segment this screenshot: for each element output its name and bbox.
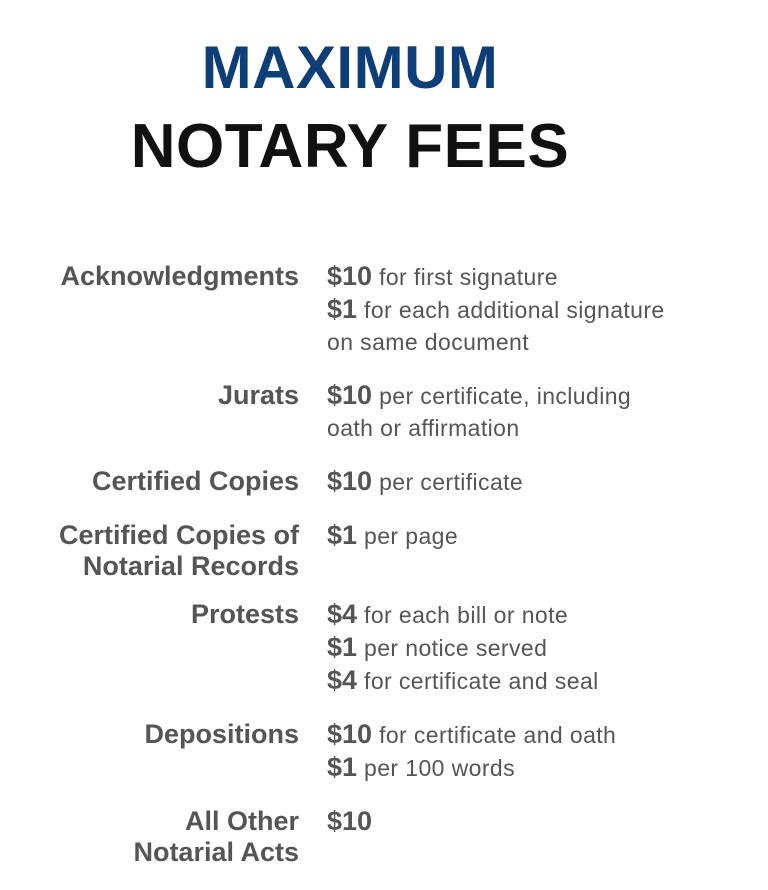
fee-details [327, 379, 768, 444]
fee-amount: $4 [327, 599, 358, 629]
fee-amount: $4 [327, 665, 358, 695]
fee-details [327, 260, 768, 358]
fee-label-line: Notarial Records [82, 551, 299, 581]
fee-description: per 100 words [364, 755, 515, 781]
fee-label-line: Acknowledgments [60, 261, 299, 291]
fee-description: for certificate and seal [364, 668, 599, 694]
fee-amount: $10 [327, 466, 373, 496]
fee-description: for each bill or note [364, 602, 569, 628]
fee-details [327, 519, 768, 582]
fee-row-certified-copies [0, 465, 768, 498]
fee-amount: $10 [327, 806, 373, 836]
fee-amount: $1 [327, 752, 358, 782]
fee-line [327, 412, 768, 444]
fee-row-certified-copies-notarial-records [0, 519, 768, 582]
fee-description: per notice served [364, 635, 548, 661]
fee-description: oath or affirmation [327, 415, 520, 441]
fee-line [327, 718, 768, 751]
fee-label [0, 718, 299, 784]
fee-row-protests [0, 598, 768, 697]
fee-details [327, 598, 768, 697]
fee-line [327, 598, 768, 631]
fee-description: for each additional signature [364, 297, 665, 323]
fee-details [327, 465, 768, 498]
fee-label [0, 379, 299, 444]
fee-line [327, 465, 768, 498]
fee-label-line: Notarial Acts [133, 837, 299, 867]
fee-amount: $1 [327, 632, 358, 662]
fee-row-jurats [0, 379, 768, 444]
fee-line [327, 326, 768, 358]
fee-label-line: Certified Copies of [58, 520, 299, 550]
fee-description: per page [364, 523, 459, 549]
title-line-maximum: MAXIMUM [201, 34, 499, 101]
fee-description: for first signature [379, 264, 558, 290]
fee-label [0, 519, 299, 582]
fee-table [0, 260, 768, 889]
fee-row-depositions [0, 718, 768, 784]
fee-amount: $10 [327, 719, 373, 749]
fee-row-all-other-notarial-acts [0, 805, 768, 868]
fee-amount: $1 [327, 294, 358, 324]
fee-line [327, 631, 768, 664]
fee-label-line: Depositions [144, 719, 299, 749]
fee-line [327, 293, 768, 326]
fee-amount: $10 [327, 261, 373, 291]
fee-label [0, 805, 299, 868]
fee-row-acknowledgments [0, 260, 768, 358]
fee-label [0, 598, 299, 697]
fee-label-line: All Other [184, 806, 299, 836]
fee-label-line: Jurats [217, 380, 299, 410]
fee-description: on same document [327, 329, 530, 355]
fee-line [327, 751, 768, 784]
fee-amount: $1 [327, 520, 358, 550]
fee-line [327, 260, 768, 293]
title-line-notary-fees: NOTARY FEES [130, 112, 570, 181]
fee-label [0, 260, 299, 358]
fee-label [0, 465, 299, 498]
fee-details [327, 805, 768, 868]
fee-line [327, 664, 768, 697]
fee-line [327, 379, 768, 412]
fee-amount: $10 [327, 380, 373, 410]
fee-details [327, 718, 768, 784]
fee-line [327, 519, 768, 552]
fee-line [327, 805, 768, 838]
fee-label-line: Certified Copies [91, 466, 299, 496]
fee-description: per certificate, including [379, 383, 632, 409]
fee-description: per certificate [379, 469, 524, 495]
fee-description: for certificate and oath [379, 722, 617, 748]
fee-label-line: Protests [190, 599, 299, 629]
